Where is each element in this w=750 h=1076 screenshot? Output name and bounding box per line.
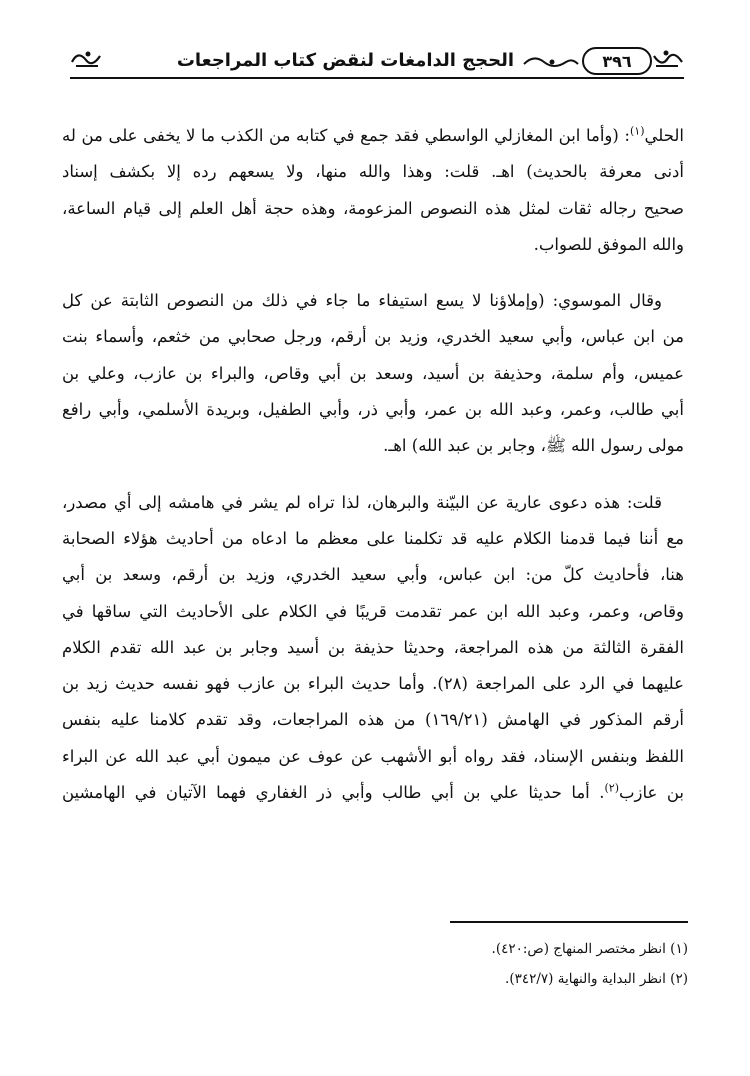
paragraph <box>62 283 684 464</box>
footnote-2: (٢) انظر البداية والنهاية (٣٤٢/٧). <box>505 971 688 987</box>
footnote-separator <box>450 921 688 923</box>
footnotes <box>66 934 688 994</box>
text-line: بن عازب$^{(٢)}$. أما حديثا علي بن أبي طالب وأبي ذر الغفاري فهما الآتيان في الهامشين <box>62 781 684 803</box>
footnote-marker[interactable]: (٢) <box>604 781 619 795</box>
text-line: وقاص، وعمر، وعبد الله ابن عمر تقدمت قريبًا في الكلام على الأحاديث التي ساقها في <box>62 601 684 621</box>
running-title: الحجج الدامغات لنقض كتاب المراجعات <box>176 50 514 71</box>
text-line: وقال الموسوي: (وإملاؤنا لا يسع استيفاء ما جاء في ذلك من النصوص الثابتة عن كل <box>62 291 662 311</box>
text-line: أرقم المذكور في الهامش (١٦٩/٢١) من هذه المراجعات، وقد تقدم كلامنا عليه بنفس <box>62 710 684 730</box>
footnote-1: (١) انظر مختصر المنهاج (ص:٤٢٠). <box>491 941 688 957</box>
paragraph <box>62 485 684 812</box>
text-line: أبي طالب، وعمر، وعبد الله بن عمر، وأبي ذر، وأبي الطفيل، وبريدة الأسلمي، وأبي رافع <box>62 400 684 420</box>
text-line: الحلي$^{(١)}$: (وأما ابن المغازلي الواسطي فقد جمع في كتابه من الكذب ما لا يخفى على من له <box>62 124 684 145</box>
right-ornament-icon <box>652 48 684 72</box>
text-line: عليهما في الرد على المراجعة (٢٨). وأما حديث البراء بن عازب فهو نفسه حديث زيد بن <box>62 674 684 694</box>
text-line: والله الموفق للصواب. <box>533 234 684 254</box>
text-line: عميس، وأم سلمة، وحذيفة بن أسيد، وسعد بن أبي وقاص، والبراء بن عازب، وعلي بن <box>62 363 684 383</box>
center-ornament-icon <box>522 52 580 72</box>
text-line: اللفظ وبنفس الإسناد، فقد رواه أبو الأشهب عن عوف عن ميمون أبي عبد الله عن البراء <box>62 746 684 766</box>
text-line: صحيح رجاله ثقات لمثل هذه النصوص المزعومة، وهذه حجة أهل العلم إلى قيام الساعة، <box>62 198 684 218</box>
main-text <box>62 118 684 831</box>
footnote-marker[interactable]: (١) <box>630 124 645 138</box>
text-line: من ابن عباس، وأبي سعيد الخدري، وزيد بن أرقم، ورجل صحابي من خثعم، وأسماء بنت <box>62 327 684 347</box>
text-line: أدنى معرفة بالحديث) اهـ. قلت: وهذا والله منها، ولا يسعهم رده إلا بكشف إسناد <box>62 162 684 182</box>
text-line: مولى رسول الله ﷺ، وجابر بن عبد الله) اهـ. <box>383 436 684 456</box>
text-line: الفقرة الثالثة من هذه المراجعة، وحديثا حذيفة بن أسيد وجابر بن عبد الله تقدم الكلام <box>62 637 684 657</box>
page-number: ٣٩٦ <box>602 51 632 71</box>
text-line: مع أننا فيما قدمنا الكلام عليه قد تكلمنا على معظم ما ادعاه من أحاديث هؤلاء الصحابة <box>62 528 684 548</box>
page-number-badge <box>582 47 652 75</box>
text-line: قلت: هذه دعوى عارية عن البيّنة والبرهان، لذا تراه لم يشر في هامشه إلى أي مصدر، <box>62 492 662 512</box>
header-rule <box>70 77 684 79</box>
text-line: هنا، فأحاديث كلّ من: ابن عباس، وأبي سعيد الخدري، وزيد بن أرقم، وسعد بن أبي <box>62 565 684 585</box>
page-header <box>70 44 684 84</box>
paragraph <box>62 118 684 263</box>
left-ornament-icon <box>70 48 104 72</box>
